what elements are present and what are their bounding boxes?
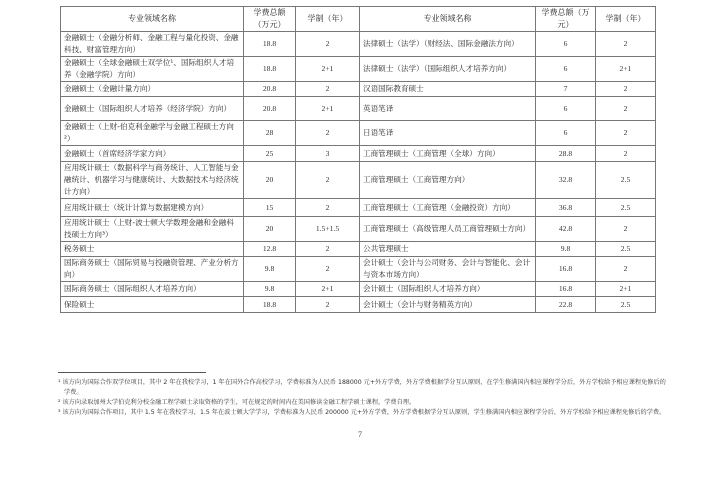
cell-years-left: 2: [296, 199, 360, 217]
cell-years-left: 1.5+1.5: [296, 217, 360, 242]
cell-years-right: 2: [596, 146, 656, 162]
cell-fee-right: 9.8: [536, 242, 596, 257]
cell-years-right: 2+1: [596, 57, 656, 82]
footnote-divider: [58, 372, 206, 373]
cell-field-name-right: 法律硕士（法学）（财经法、国际金融法方向）: [360, 32, 536, 57]
cell-years-right: 2: [596, 32, 656, 57]
cell-field-name-left: 应用统计硕士（统计计算与数据建模方向）: [61, 199, 244, 217]
cell-years-right: 2: [596, 121, 656, 146]
cell-field-name-left: 金融硕士（金融计量方向）: [61, 82, 244, 97]
table-body: [61, 32, 656, 313]
footnote-3: ³ 该方向为国际合作项目，其中 1.5 年在我校学习，1.5 年在波士顿大学学习，学费标准为人民币 200000 元+外方学费，外方学费根据学分互认原则，学生修满国内相应课程学分后，外方学校给予相应课程免修后的学费。: [58, 409, 666, 416]
table-row: [61, 97, 656, 121]
cell-field-name-right: 会计硕士（会计与公司财务、会计与智能化、会计与资本市场方向）: [360, 257, 536, 282]
cell-years-left: 2: [296, 297, 360, 313]
cell-years-right: 2.5: [596, 199, 656, 217]
cell-fee-left: 9.8: [244, 257, 296, 282]
cell-years-left: 2+1: [296, 97, 360, 121]
footnote-1: ¹ 该方向为国际合作双学位项目，其中 2 年在我校学习，1 年在国外合作高校学习，学费标准为人民币 188000 元+外方学费，外方学费根据学分互认原则，在学生修满国内相应课程学分后，外方学校给予相应课程免修后的学费。: [58, 379, 666, 396]
cell-years-left: 2+1: [296, 282, 360, 297]
cell-field-name-left: 金融硕士（首席经济学家方向）: [61, 146, 244, 162]
cell-years-left: 3: [296, 146, 360, 162]
cell-fee-left: 15: [244, 199, 296, 217]
header-field-name-right: 专业领域名称: [360, 7, 536, 32]
cell-years-left: 2: [296, 121, 360, 146]
cell-years-right: 2: [596, 82, 656, 97]
cell-fee-right: 36.8: [536, 199, 596, 217]
cell-fee-left: 20: [244, 217, 296, 242]
cell-fee-right: 6: [536, 32, 596, 57]
cell-years-right: 2.5: [596, 242, 656, 257]
header-years-right: 学制（年）: [596, 7, 656, 32]
header-fee-right: 学费总额（万元）: [536, 7, 596, 32]
cell-years-left: 2: [296, 162, 360, 199]
table-row: [61, 57, 656, 82]
table-row: [61, 242, 656, 257]
cell-fee-left: 9.8: [244, 282, 296, 297]
table-row: [61, 162, 656, 199]
cell-years-left: 2: [296, 257, 360, 282]
header-field-name-left: 专业领域名称: [61, 7, 244, 32]
cell-fee-right: 7: [536, 82, 596, 97]
cell-years-right: 2.5: [596, 162, 656, 199]
cell-field-name-left: 应用统计硕士（数据科学与商务统计、人工智能与金融统计、机器学习与健康统计、大数据技术与经济统计方向）: [61, 162, 244, 199]
cell-fee-right: 32.8: [536, 162, 596, 199]
cell-field-name-right: 公共管理硕士: [360, 242, 536, 257]
cell-fee-right: 16.8: [536, 282, 596, 297]
cell-fee-right: 6: [536, 97, 596, 121]
table-row: [61, 121, 656, 146]
cell-field-name-right: 日语笔译: [360, 121, 536, 146]
cell-fee-right: 28.8: [536, 146, 596, 162]
cell-field-name-left: 金融硕士（上财-伯克利金融学与金融工程硕士方向²）: [61, 121, 244, 146]
cell-field-name-right: 汉语国际教育硕士: [360, 82, 536, 97]
cell-years-right: 2: [596, 97, 656, 121]
table-row: [61, 257, 656, 282]
cell-fee-right: 16.8: [536, 257, 596, 282]
table-row: [61, 146, 656, 162]
cell-fee-right: 22.8: [536, 297, 596, 313]
cell-field-name-left: 金融硕士（金融分析师、金融工程与量化投资、金融科技、财富管理方向）: [61, 32, 244, 57]
cell-field-name-left: 金融硕士（国际组织人才培养（经济学院）方向）: [61, 97, 244, 121]
cell-field-name-left: 保险硕士: [61, 297, 244, 313]
cell-years-right: 2+1: [596, 282, 656, 297]
cell-field-name-right: 工商管理硕士（高级管理人员工商管理硕士方向）: [360, 217, 536, 242]
cell-field-name-left: 应用统计硕士（上财-波士顿大学数理金融和金融科技硕士方向³）: [61, 217, 244, 242]
cell-years-left: 2: [296, 82, 360, 97]
cell-field-name-left: 金融硕士（全球金融硕士双学位¹、国际组织人才培养（金融学院）方向）: [61, 57, 244, 82]
cell-field-name-left: 国际商务硕士（国际组织人才培养方向）: [61, 282, 244, 297]
cell-field-name-right: 法律硕士（法学）（国际组织人才培养方向）: [360, 57, 536, 82]
cell-fee-right: 6: [536, 121, 596, 146]
table-row: [61, 282, 656, 297]
cell-fee-left: 28: [244, 121, 296, 146]
cell-years-left: 2: [296, 32, 360, 57]
cell-field-name-right: 会计硕士（会计与财务精英方向）: [360, 297, 536, 313]
footnote-2: ² 该方向录取加州大学伯克利分校金融工程学硕士录取资格的学生，可在规定的时间内在美国修读金融工程学硕士课程，学费自理。: [58, 399, 416, 406]
cell-years-right: 2.5: [596, 297, 656, 313]
table-row: [61, 32, 656, 57]
header-fee-left: 学费总额（万元）: [244, 7, 296, 32]
table-row: [61, 82, 656, 97]
cell-fee-left: 18.8: [244, 57, 296, 82]
cell-fee-left: 20: [244, 162, 296, 199]
cell-years-right: 2: [596, 257, 656, 282]
header-years-left: 学制（年）: [296, 7, 360, 32]
table-header-row: [61, 7, 656, 32]
cell-field-name-right: 英语笔译: [360, 97, 536, 121]
table-row: [61, 297, 656, 313]
cell-fee-left: 18.8: [244, 297, 296, 313]
cell-fee-right: 6: [536, 57, 596, 82]
cell-years-left: 2+1: [296, 57, 360, 82]
cell-fee-left: 20.8: [244, 97, 296, 121]
cell-field-name-right: 工商管理硕士（工商管理方向）: [360, 162, 536, 199]
cell-field-name-right: 会计硕士（国际组织人才培养方向）: [360, 282, 536, 297]
cell-years-left: 2: [296, 242, 360, 257]
table-row: [61, 199, 656, 217]
cell-fee-left: 20.8: [244, 82, 296, 97]
cell-field-name-right: 工商管理硕士（工商管理（全球）方向）: [360, 146, 536, 162]
footnotes: [58, 372, 668, 418]
cell-fee-left: 25: [244, 146, 296, 162]
cell-years-right: 2: [596, 217, 656, 242]
cell-field-name-left: 国际商务硕士（国际贸易与投融资管理、产业分析方向）: [61, 257, 244, 282]
cell-field-name-right: 工商管理硕士（工商管理（金融投资）方向）: [360, 199, 536, 217]
page-number: 7: [358, 430, 362, 439]
tuition-table: [60, 6, 656, 313]
cell-fee-right: 42.8: [536, 217, 596, 242]
table-row: [61, 217, 656, 242]
cell-fee-left: 12.8: [244, 242, 296, 257]
cell-field-name-left: 税务硕士: [61, 242, 244, 257]
cell-fee-left: 18.8: [244, 32, 296, 57]
